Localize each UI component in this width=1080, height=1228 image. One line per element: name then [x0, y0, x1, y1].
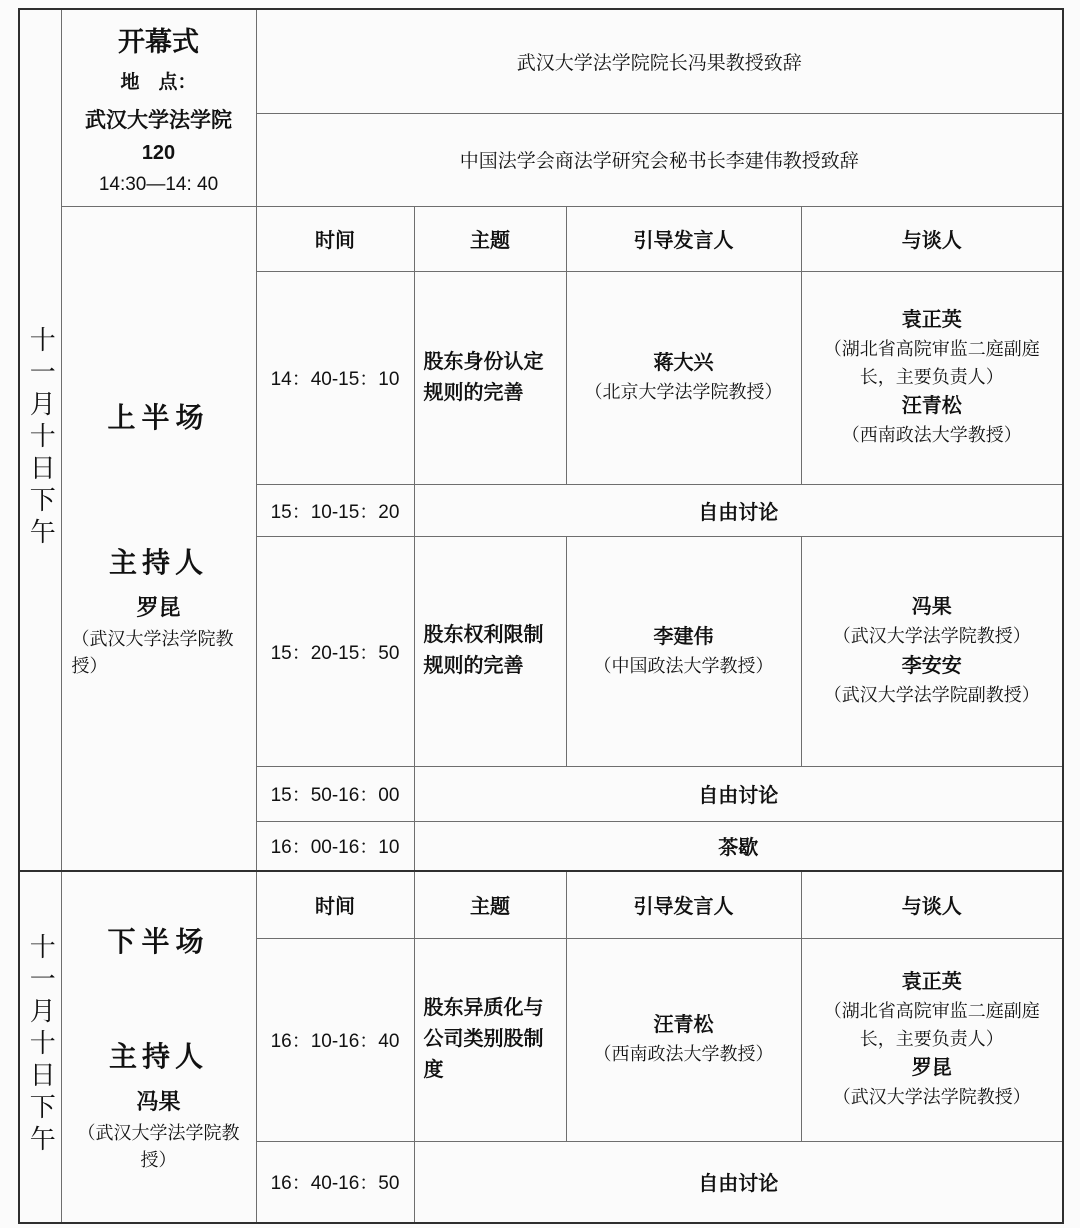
time-cell: 15：10-15：20 [256, 484, 414, 536]
table-row [19, 206, 1063, 271]
discussant-cell [801, 271, 1063, 484]
column-header-time: 时间 [256, 206, 414, 271]
discussant-name: 李安安 [901, 655, 962, 677]
moderator-affiliation-upper: （武汉大学法学院教授） [71, 629, 234, 677]
discussant-affiliation: （武汉大学法学院教授） [832, 626, 1031, 647]
date-cell-upper [19, 9, 61, 871]
moderator-affiliation-lower: （武汉大学法学院教授） [77, 1123, 240, 1170]
lead-speaker-cell [566, 938, 801, 1141]
discussant-name: 冯果 [911, 596, 952, 619]
lead-speaker-cell [566, 271, 801, 484]
table-row [19, 9, 1063, 113]
free-discussion-cell: 自由讨论 [414, 1141, 1063, 1223]
date-cell-lower [19, 871, 61, 1223]
session-name-upper: 上半场 [107, 403, 210, 435]
discussant-affiliation: （湖北省高院审监二庭副庭长，主要负责人） [823, 1000, 1040, 1049]
opening-time: 14:30—14: 40 [98, 173, 219, 195]
opening-room: 120 [141, 141, 176, 164]
discussant-cell [801, 536, 1063, 766]
discussant-name: 罗昆 [911, 1057, 952, 1080]
discussant-affiliation: （西南政法大学教授） [841, 425, 1022, 446]
topic-cell: 股东身份认定规则的完善 [414, 271, 566, 484]
date-label-upper: 十一月十日下午 [26, 325, 56, 550]
time-cell: 16：00-16：10 [256, 821, 414, 871]
tea-break-cell: 茶歇 [414, 821, 1063, 871]
discussant-name: 汪青松 [901, 395, 962, 418]
discussant-affiliation: （武汉大学法学院副教授） [823, 685, 1040, 705]
session-cell-upper [61, 206, 256, 871]
date-label-lower: 十一月十日下午 [26, 932, 56, 1157]
free-discussion-cell: 自由讨论 [414, 766, 1063, 821]
column-header-time: 时间 [256, 871, 414, 938]
discussant-cell [801, 938, 1063, 1141]
time-cell: 15：50-16：00 [256, 766, 414, 821]
column-header-lead-speaker: 引导发言人 [566, 206, 801, 271]
column-header-discussant: 与谈人 [801, 206, 1063, 271]
time-cell: 14：40-15：10 [256, 271, 414, 484]
column-header-topic: 主题 [414, 206, 566, 271]
opening-title: 开幕式 [118, 26, 199, 57]
conference-schedule-table [18, 8, 1064, 1224]
opening-location: 武汉大学法学院 [85, 108, 232, 132]
time-cell: 16：10-16：40 [256, 938, 414, 1141]
discussant-name: 袁正英 [901, 970, 962, 993]
column-header-lead-speaker: 引导发言人 [566, 871, 801, 938]
session-name-lower: 下半场 [107, 927, 210, 958]
moderator-label-upper: 主持人 [108, 548, 208, 580]
moderator-name-upper: 罗昆 [136, 595, 181, 621]
moderator-label-lower: 主持人 [108, 1042, 208, 1073]
topic-cell: 股东权利限制规则的完善 [414, 536, 566, 766]
column-header-topic: 主题 [414, 871, 566, 938]
discussant-affiliation: （武汉大学法学院教授） [832, 1087, 1031, 1108]
discussant-affiliation: （湖北省高院审监二庭副庭长，主要负责人） [823, 338, 1040, 387]
discussant-name: 袁正英 [901, 308, 962, 331]
column-header-discussant: 与谈人 [801, 871, 1063, 938]
topic-cell: 股东异质化与公司类别股制度 [414, 938, 566, 1141]
speaker-name: 蒋大兴 [653, 352, 714, 375]
speech-cell-1: 武汉大学法学院院长冯果教授致辞 [256, 9, 1063, 113]
moderator-name-lower: 冯果 [136, 1089, 181, 1114]
speaker-name: 李建伟 [653, 625, 714, 648]
opening-ceremony-cell [61, 9, 256, 206]
time-cell: 15：20-15：50 [256, 536, 414, 766]
speaker-name: 汪青松 [653, 1014, 714, 1037]
opening-location-label: 地 点： [120, 71, 197, 93]
speaker-affiliation: （北京大学法学院教授） [584, 382, 783, 403]
table-row [19, 871, 1063, 938]
speech-cell-2: 中国法学会商法学研究会秘书长李建伟教授致辞 [256, 113, 1063, 206]
speaker-affiliation: （西南政法大学教授） [593, 1044, 774, 1065]
speaker-affiliation: （中国政法大学教授） [593, 655, 774, 676]
lead-speaker-cell [566, 536, 801, 766]
free-discussion-cell: 自由讨论 [414, 484, 1063, 536]
session-cell-lower [61, 871, 256, 1223]
time-cell: 16：40-16：50 [256, 1141, 414, 1223]
